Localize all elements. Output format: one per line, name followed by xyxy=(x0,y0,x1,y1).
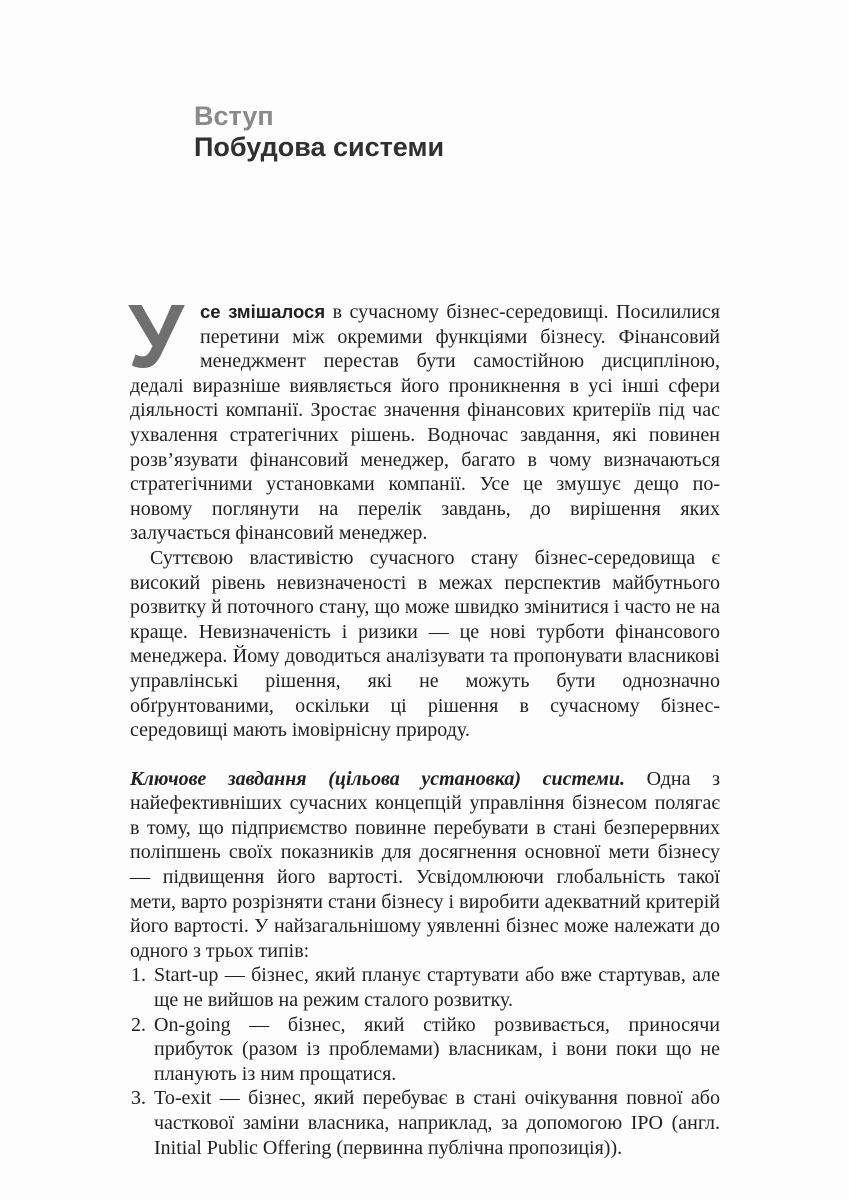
chapter-title: Побудова системи xyxy=(194,132,445,162)
list-item-number: 1. xyxy=(131,964,146,987)
list-item-number: 3. xyxy=(131,1087,146,1110)
section-paragraph xyxy=(130,767,720,964)
dropcap-letter: У xyxy=(128,287,184,387)
list-item-toexit xyxy=(130,1086,720,1160)
list-item-startup xyxy=(130,963,720,1012)
list-item-ongoing xyxy=(130,1013,720,1087)
business-types-list xyxy=(130,963,720,1160)
chapter-heading xyxy=(194,101,444,163)
paragraph-uncertainty: Суттєвою властивістю сучасного стану бізнес-середовища є високий рівень невизначеності в межах перспектив майбутнього розвитку й поточного стану, що може швидко змінитися і часто не на краще. Невизначеність і ризики — це нові турботи фінансового менеджера. Йому доводиться аналізувати та пропонувати власникові управлінські рішення, які не можуть бути однозначно обґрунтованими, оскільки ці рішення в сучасному бізнес-середовищі мають імовірнісну природу. xyxy=(130,546,720,742)
body-text-block xyxy=(128,287,721,1160)
intro-bold-lead: се змішалося xyxy=(200,301,326,322)
list-item-text: Start-up — бізнес, який планує стартувати або вже стартував, але ще не вийшов на режим сталого розвитку. xyxy=(154,964,720,1012)
intro-paragraph-text: в сучасному бізнес-середовищі. Посилилися перетини між окремими функціями бізнесу. Фінансовий менеджмент перестав бути самостійною дисципліною, дедалі виразніше виявляється його проникнення в усі інші сфери діяльності компанії. Зростає значення фінансових критеріїв під час ухвалення стратегічних рішень. Водночас завдання, які повинен розв’язувати фінансовий менеджер, багато в чому визначаються стратегічними установками компанії. Усе це змушує дещо по-новому поглянути на перелік завдань, до вирішення яких залучається фінансовий менеджер. xyxy=(130,301,721,545)
intro-paragraph xyxy=(128,287,721,546)
section-lead: Ключове завдання (цільова установка) системи. xyxy=(130,767,625,790)
list-item-text: To-exit — бізнес, який перебуває в стані очікування повної або часткової заміни власника, наприклад, за допомогою IPO (англ. Initial Public Offering (первинна публічна пропозиція)). xyxy=(154,1087,720,1159)
section-paragraph-text: Одна з найефективніших сучасних концепцій управління бізнесом полягає в тому, що підприємство повинне перебувати в стані безперервних поліпшень своїх показників для досягнення основної мети бізнесу — підвищення його вартості. Усвідомлюючи глобальність такої мети, варто розрізняти стани бізнесу і виробити адекватний критерій його вартості. У найзагальнішому уявленні бізнес може належати до одного з трьох типів: xyxy=(130,767,720,962)
list-item-text: On-going — бізнес, який стійко розвивається, приносячи прибуток (разом із проблемами) власникам, і вони поки що не планують із ним прощатися. xyxy=(154,1013,720,1085)
list-item-number: 2. xyxy=(131,1013,146,1036)
chapter-kicker: Вступ xyxy=(194,101,274,131)
